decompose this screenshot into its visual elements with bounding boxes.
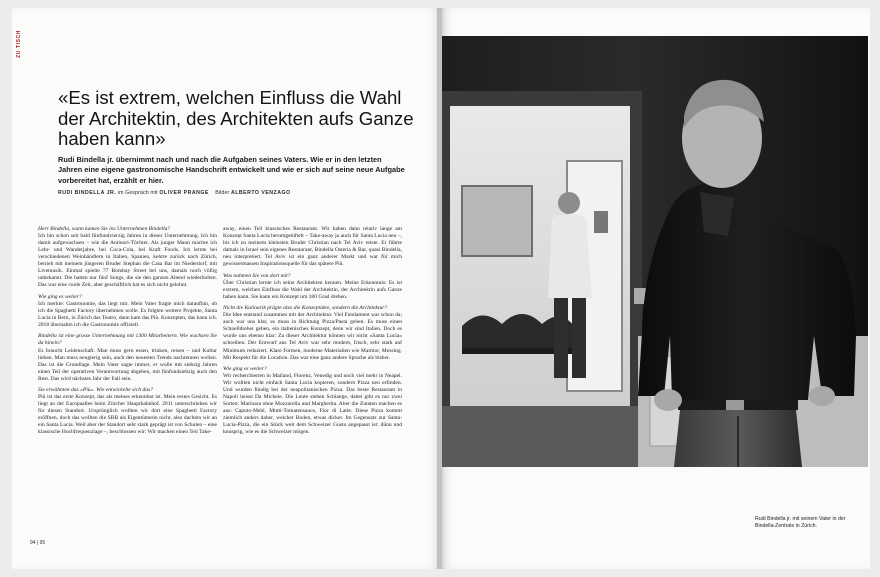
answer: Ich merkte: Gastronomie, das liegt mir. Mein Vater fragte mich daraufhin, ob ich die Spaghetti Factory übernehmen wolle. Es folgten weitere Projekte, Santa Lucia in Bern, in Zürich das Teatro, dann kam das Più. Konzepten, das kann ich. 2018 übernahm ich die Gastronomie offiziell. [38, 300, 217, 328]
article-column-1 [38, 226, 217, 441]
answer: Über Christian lernte ich seine Architekten kennen. Meine Erkenntnis: Es ist extrem, welchen Einfluss die Wahl der Architektin, der Architektin aufs Ganze haben kann. Sie kann ein Konzept um 180 Grad drehen. [223, 279, 402, 300]
question: Herr Bindella, wann kamen Sie ins Unternehmen Bindella? [38, 226, 171, 232]
section-tag: ZU TISCH [16, 30, 22, 58]
article-column-2 [223, 226, 402, 441]
photo-caption: Rudi Bindella jr. mit seinem Vater in der Bindella-Zentrale in Zürich. [755, 516, 846, 529]
answer: away, einen Teil klassisches Restaurant. Wir haben dann relativ lange am Konzept Santa Lucia herumgetüftelt – Take-away ja auch für Santa Lucia neu –, bis ich zu meinem kleinsten Bruder Christian nach Tel Aviv reiste. Er führte damals in Israel sein eigenes Restaurant, Bindella Osteria & Bar, quasi Bindella, neu interpretiert. Tel Aviv ist ein ganz anderer Markt und war für mich gewissermassen Inspirationsquelle für das spätere Più. [223, 226, 402, 268]
qa-block [38, 294, 217, 329]
answer: Die Idee entstand zusammen mit der Architektur. Viel Fundament war schon da; auch war uns klar, es muss in Richtung Pizza/Pasta gehen. Es muss einen Schnelldreher geben, ein italienisches Konzept, denn wir sind Italien. Doch es wurde uns ebenso klar: Zu dieser Architektur können wir nicht «Santa Lucia» schreiben. Der Entwurf aus Tel Aviv war sehr modern, frisch, sehr stark auf Minimum reduziert. Klare Formen, moderne Materialien wie Marmor, Messing. Mit Respekt für die Location. Das war eine ganz andere Sprache als bisher. [223, 312, 402, 361]
page-number: 94 | 95 [30, 540, 46, 546]
qa-block [223, 273, 402, 301]
answer: Wir recherchierten in Mailand, Florenz, Venedig und noch viel mehr in Neapel. Wir wollten nicht einfach Santa Lucia kopieren, sondern Pizza neu erfinden. Und wurden fündig bei der neapolitanischen Pizza. Das beste Restaurant in Napoli heisst Da Michele. Die Leute stehen Schlange, dabei gibt es nur zwei Sorten: Marinara ohne Mozzarella und Margherita. Aber die Zutaten machen es aus: Caputo-Mehl, Mutti-Tomatensauce, Fior di Latte. Diese Pizza kommt ziemlich anders daher, weicher Boden, etwas dicker. Im Gegensatz zur Santa-Lucia-Pizza, die ein Stück weit dem Schweizer Gusto angepasst ist: dünn und knusprig, wie es die Schweizer mögen. [223, 373, 402, 436]
qa-block [223, 366, 402, 436]
answer: Ich bin schon seit bald fünfundvierzig Jahren in dieser Unternehmung. Ich bin damit aufgewachsen – wie die Antinori-Töchter. Als junger Mann machte ich Lehr- und Wanderjahre, bei Coca-Cola, bei Kraft Foods. Ich lernte bei verschiedenen Weinhändlern in Italien, Spanien, kehrte zurück nach Zürich, betrieb mit meinem jüngeren Bruder Stephan die Casa Bar im Niederdorf, mit Livemusik. Einmal spielte 77 Bombay Street bei uns, damals noch völlig unbekannt. Die hatten nur fünf Songs, die sie den ganzen Abend wiederholten. Das war eine coole Zeit, aber geschäftlich hat es sich nicht gelohnt. [38, 233, 217, 289]
question: Sie erwähnten das «Più». Wie entwickelte sich das? [38, 387, 153, 394]
byline-subject: RUDI BINDELLA JR. [58, 190, 117, 196]
answer: Più ist das erste Konzept, das als meines erkennbar ist. Mein erstes Gesicht. Es liegt an der Europaallee beim Zürcher Hauptbahnhof. 2011 unterschrieben wir für diesen Standort. Ursprünglich wollten wir dort eine Spaghetti Factory eröffnen, doch das wollten die SBB als Eigentümerin nicht, also dachten wir an ein Santa Lucia. Weil aber der Standort sehr stark geprägt ist von Schulen – eine klassische Hochfrequenzlage –, beschlossen wir: Wir machen einen Teil Take- [38, 394, 217, 436]
qa-block [38, 333, 217, 382]
portrait-photo [442, 36, 868, 467]
byline-interview-prefix: im Gespräch mit [117, 190, 158, 196]
answer: Es braucht Leidenschaft. Man muss gern essen, trinken, reisen – und Kultur lieben. Man muss neugierig sein, auch den neuesten Trends nachrennen wollen. Das ist die Grundlage. Mein Vater sagte immer, er wolle mit siebzig Jahren einen Teil der operativen Verantwortung abgeben, mit fünfundsiebzig auch den Rest. Das wird nächstes Jahr der Fall sein. [38, 347, 217, 382]
question: Wie ging es weiter? [38, 293, 82, 300]
headline: «Es ist extrem, welchen Einfluss die Wahl der Architektin, des Architekten aufs Ganze haben kann» [58, 87, 414, 149]
byline-interviewer: OLIVER PRANGE [159, 190, 209, 196]
question: Was nahmen Sie von dort mit? [223, 272, 291, 279]
qa-block [223, 305, 402, 361]
byline [58, 190, 408, 196]
question: Nicht die Kulinarik prägte also die Konzeptidee, sondern die Architektur? [223, 305, 388, 312]
qa-block [38, 387, 217, 436]
qa-block [38, 226, 217, 289]
question: Wie ging es weiter? [223, 366, 267, 373]
byline-photographer: ALBERTO VENZAGO [230, 190, 291, 196]
question: Bindella ist eine grosse Unternehmung mit 1300 Mitarbeitern. Wie wachsen Sie da hinein? [38, 333, 217, 347]
qa-block [223, 226, 402, 268]
lead-paragraph: Rudi Bindella jr. übernimmt nach und nach die Aufgaben seines Vaters. Wie er in den letzten Jahren eine eigene gastronomische Handschrift entwickelt und wie er sich auf seine neue Aufgabe vorbereitet hat, erzählt er hier. [58, 155, 405, 185]
byline-photos-prefix: Bilder [215, 190, 230, 196]
